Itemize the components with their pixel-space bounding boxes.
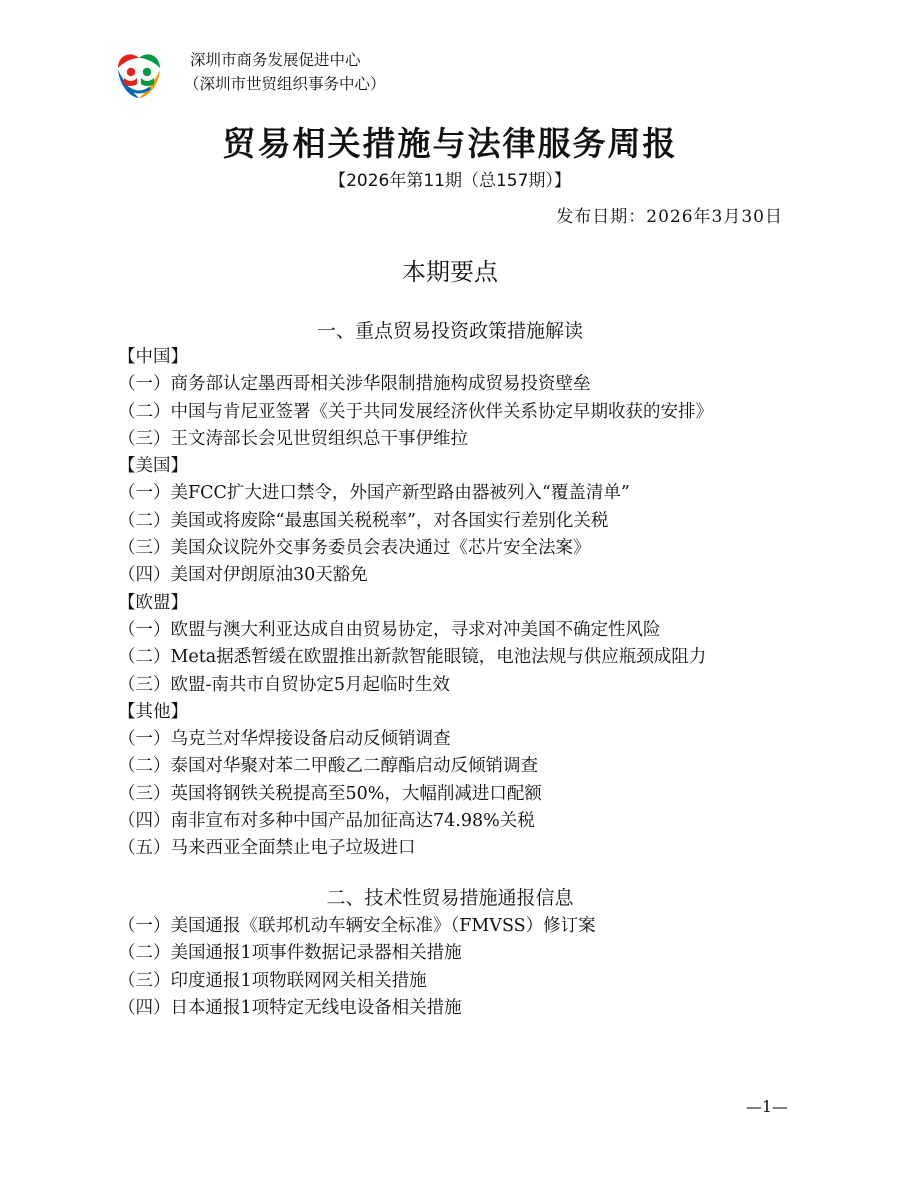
highlights-heading: 本期要点 [402,258,498,286]
list-item: （三）英国将钢铁关税提高至50%，大幅削减进口配额 [118,783,542,804]
list-item: （二）中国与肯尼亚签署《关于共同发展经济伙伴关系协定早期收获的安排》 [118,401,713,422]
section-2-title: 二、技术性贸易措施通报信息 [326,887,574,909]
list-item: （二）Meta据悉暂缓在欧盟推出新款智能眼镜，电池法规与供应瓶颈成阻力 [118,647,707,668]
list-item: （四）美国对伊朗原油30天豁免 [118,565,368,586]
section-2-list [118,913,808,1022]
group-label-eu: 【欧盟】 [118,592,188,613]
group-label-china: 【中国】 [118,347,188,367]
list-item: （二）美国或将废除“最惠国关税税率”，对各国实行差别化关税 [118,510,609,531]
list-item: （一）美FCC扩大进口禁令，外国产新型路由器被列入“覆盖清单” [118,483,630,504]
section-1-title: 一、重点贸易投资政策措施解读 [316,320,583,342]
trade-center-logo-icon [110,48,168,104]
list-item: （三）欧盟-南共市自贸协定5月起临时生效 [118,674,451,695]
org-alt-name: （深圳市世贸组织事务中心） [184,75,386,93]
page-number: —1— [745,1097,788,1116]
header [110,44,430,104]
section-1-list [118,344,808,863]
list-item: （一）乌克兰对华焊接设备启动反倾销调查 [118,729,451,750]
list-item: （一）美国通报《联邦机动车辆安全标准》（FMVSS）修订案 [118,916,596,936]
organization-name [184,48,386,96]
issue-number: 【2026年第11期（总157期）】 [329,171,571,191]
group-label-usa: 【美国】 [118,456,188,477]
list-item: （三）王文涛部长会见世贸组织总干事伊维拉 [118,428,468,449]
publish-date: 发布日期：2026年3月30日 [556,207,783,227]
list-item: （一）商务部认定墨西哥相关涉华限制措施构成贸易投资壁垒 [118,374,591,395]
list-item: （一）欧盟与澳大利亚达成自由贸易协定，寻求对冲美国不确定性风险 [118,619,661,640]
document-title: 贸易相关措施与法律服务周报 [222,124,678,163]
list-item: （五）马来西亚全面禁止电子垃圾进口 [118,838,416,859]
list-item: （三）印度通报1项物联网网关相关措施 [118,970,427,991]
list-item: （四）日本通报1项特定无线电设备相关措施 [118,997,462,1018]
list-item: （四）南非宣布对多种中国产品加征高达74.98%关税 [118,811,535,832]
list-item: （二）美国通报1项事件数据记录器相关措施 [118,943,462,964]
list-item: （二）泰国对华聚对苯二甲酸乙二醇酯启动反倾销调查 [118,756,538,777]
list-item: （三）美国众议院外交事务委员会表决通过《芯片安全法案》 [118,538,591,559]
org-name: 深圳市商务发展促进中心 [190,51,361,69]
group-label-other: 【其他】 [118,701,188,722]
